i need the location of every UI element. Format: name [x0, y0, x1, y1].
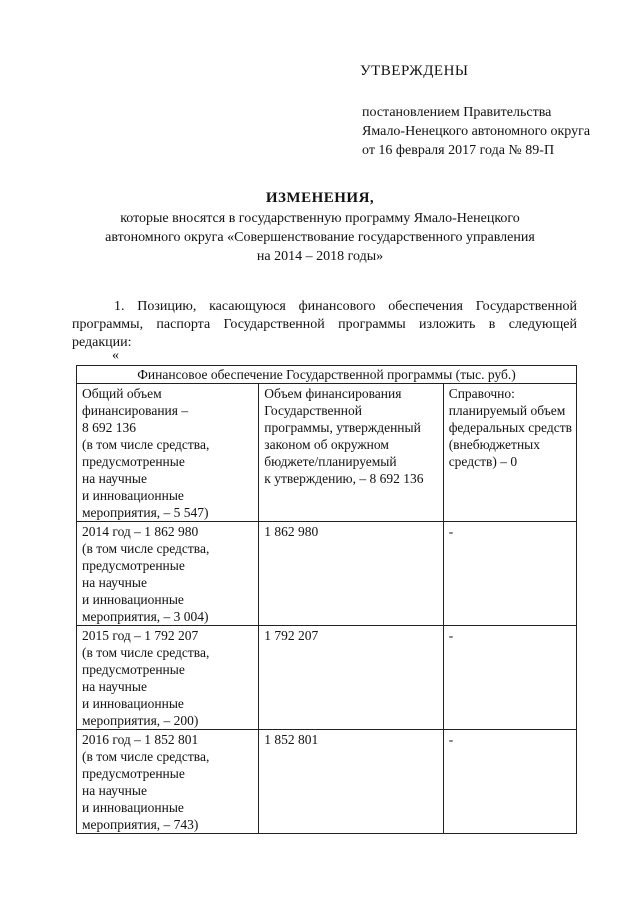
federal-funds-cell	[443, 626, 576, 730]
cell-line: (в том числе средства,	[82, 749, 210, 764]
table-header: Финансовое обеспечение Государственной программы (тыс. руб.)	[77, 366, 577, 384]
approval-stamp-title: УТВЕРЖДЕНЫ	[360, 63, 469, 79]
cell-line: 1 852 801	[264, 732, 319, 747]
cell-line: 1 862 980	[264, 524, 319, 539]
cell-line: финансирования –	[82, 403, 189, 418]
cell-line: на научные	[82, 575, 147, 590]
document-subtitle	[60, 209, 580, 266]
document-title: ИЗМЕНЕНИЯ,	[265, 190, 375, 206]
cell-line: -	[448, 628, 454, 643]
financing-table	[76, 365, 577, 834]
amendment-paragraph	[72, 298, 577, 352]
cell-line: Государственной	[264, 403, 362, 418]
cell-line: мероприятия, – 3 004)	[82, 609, 209, 624]
table-row	[77, 730, 577, 834]
cell-line: Общий объем	[82, 386, 162, 401]
federal-funds-cell	[443, 522, 576, 626]
cell-line: федеральных средств	[448, 420, 572, 435]
cell-line: 2016 год – 1 852 801	[82, 732, 199, 747]
table-row	[77, 384, 577, 522]
cell-line: (внебюджетных	[448, 437, 540, 452]
cell-line: (в том числе средства,	[82, 437, 210, 452]
cell-line: к утверждению, – 8 692 136	[264, 471, 424, 486]
subtitle-line: автономного округа «Совершенствование государственного управления	[105, 230, 535, 245]
paragraph-line: программы, паспорта Государственной программы изложить в следующей	[72, 317, 577, 332]
decree-line: от 16 февраля 2017 года № 89-П	[362, 143, 555, 158]
opening-quote: «	[112, 348, 119, 363]
budget-amount-cell	[259, 384, 443, 522]
cell-line: планируемый объем	[448, 403, 566, 418]
financing-year-cell	[77, 522, 259, 626]
decree-line: постановлением Правительства	[362, 105, 552, 120]
cell-line: (в том числе средства,	[82, 541, 210, 556]
cell-line: Справочно:	[448, 386, 515, 401]
cell-line: и инновационные	[82, 488, 184, 503]
cell-line: 1 792 207	[264, 628, 319, 643]
cell-line: Объем финансирования	[264, 386, 402, 401]
cell-line: бюджете/планируемый	[264, 454, 397, 469]
budget-amount-cell	[259, 730, 443, 834]
budget-amount-cell	[259, 626, 443, 730]
budget-amount-cell	[259, 522, 443, 626]
table-row	[77, 626, 577, 730]
cell-line: на научные	[82, 679, 147, 694]
cell-line: законом об окружном	[264, 437, 389, 452]
subtitle-line: на 2014 – 2018 годы»	[256, 249, 384, 264]
cell-line: программы, утвержденный	[264, 420, 421, 435]
cell-line: и инновационные	[82, 696, 184, 711]
cell-line: предусмотренные	[82, 766, 185, 781]
cell-line: предусмотренные	[82, 558, 185, 573]
paragraph-line: 1. Позицию, касающуюся финансового обеспечения Государственной	[114, 299, 577, 314]
cell-line: и инновационные	[82, 592, 184, 607]
cell-line: на научные	[82, 783, 147, 798]
cell-line: мероприятия, – 200)	[82, 713, 199, 728]
table-header-row	[77, 366, 577, 384]
cell-line: предусмотренные	[82, 454, 185, 469]
cell-line: 2014 год – 1 862 980	[82, 524, 199, 539]
cell-line: 8 692 136	[82, 420, 136, 435]
approval-decree	[362, 103, 590, 160]
cell-line: мероприятия, – 743)	[82, 817, 199, 832]
table-row	[77, 522, 577, 626]
cell-line: средств) – 0	[448, 454, 518, 469]
federal-funds-cell	[443, 384, 576, 522]
subtitle-line: которые вносятся в государственную программу Ямало-Ненецкого	[120, 211, 520, 226]
paragraph-line: редакции:	[72, 335, 132, 350]
cell-line: 2015 год – 1 792 207	[82, 628, 199, 643]
financing-year-cell	[77, 626, 259, 730]
financing-year-cell	[77, 730, 259, 834]
cell-line: -	[448, 524, 454, 539]
cell-line: (в том числе средства,	[82, 645, 210, 660]
decree-line: Ямало-Ненецкого автономного округа	[362, 124, 591, 139]
cell-line: -	[448, 732, 454, 747]
cell-line: мероприятия, – 5 547)	[82, 505, 209, 520]
cell-line: предусмотренные	[82, 662, 185, 677]
financing-year-cell	[77, 384, 259, 522]
cell-line: на научные	[82, 471, 147, 486]
federal-funds-cell	[443, 730, 576, 834]
cell-line: и инновационные	[82, 800, 184, 815]
